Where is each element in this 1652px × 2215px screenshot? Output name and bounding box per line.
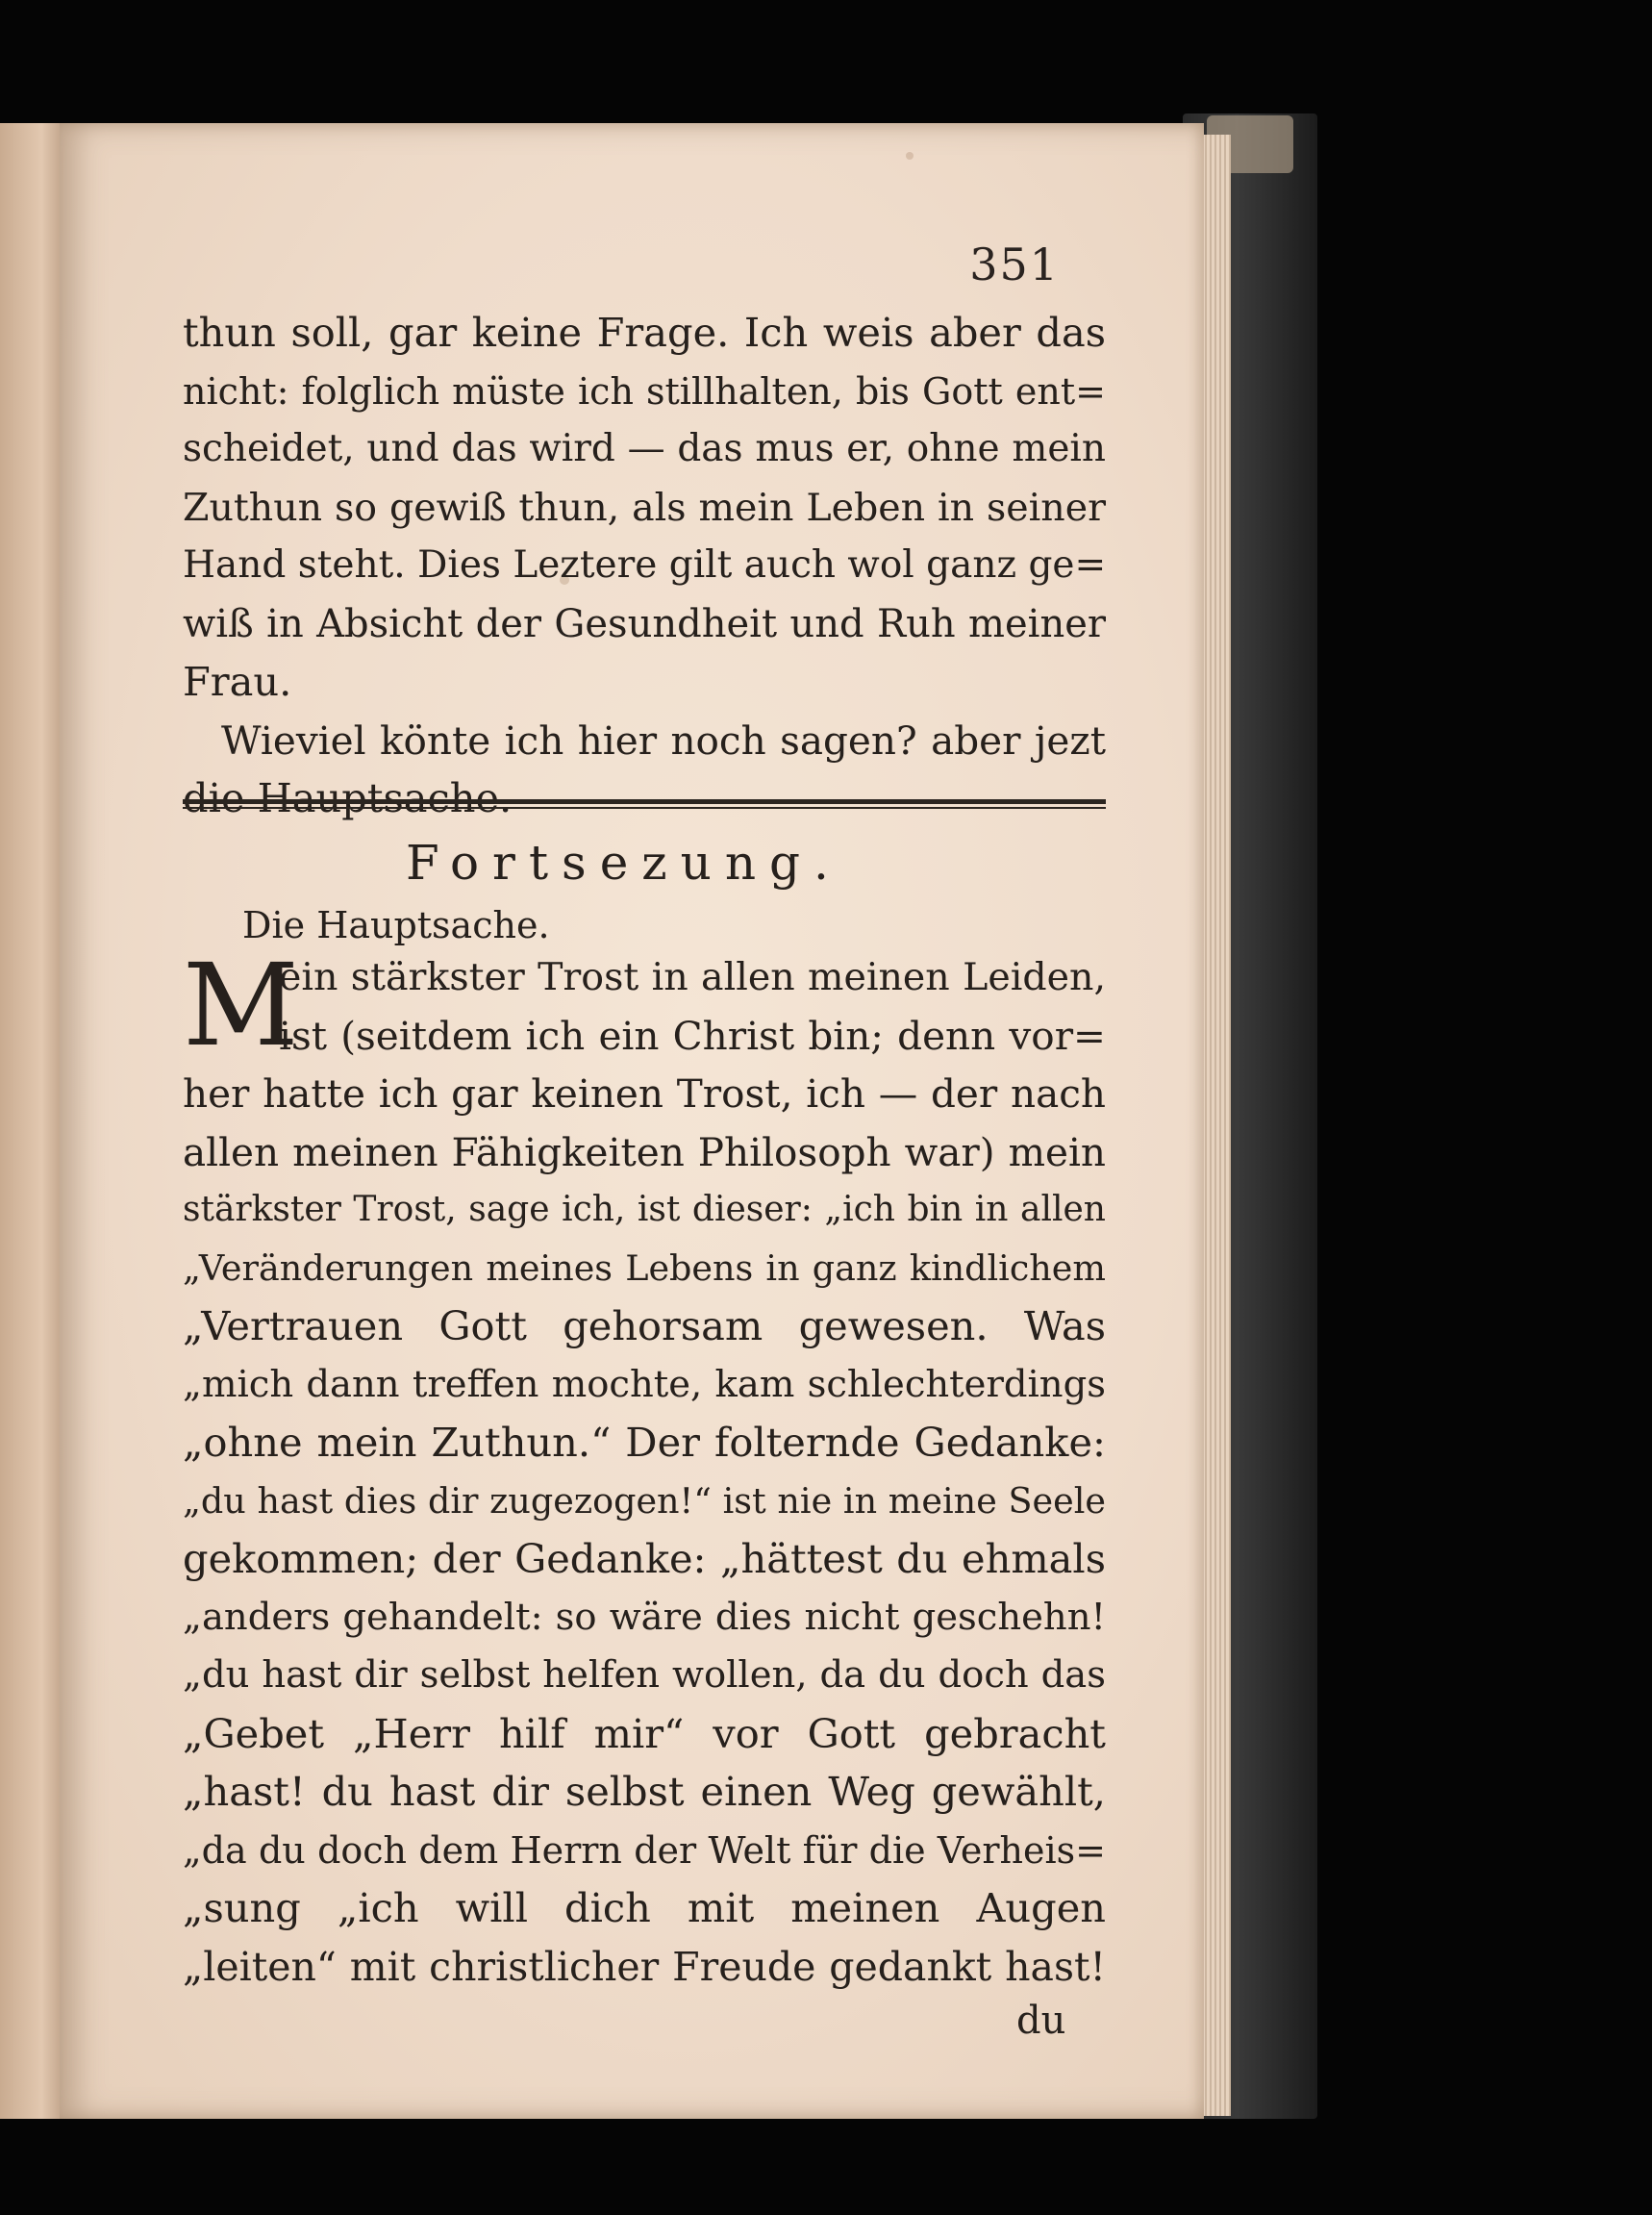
text-line: wiß in Absicht der Gesundheit und Ruh meiner bbox=[183, 601, 1106, 646]
text-line: thun soll, gar keine Frage. Ich weis aber das bbox=[183, 309, 1106, 356]
body-text-block bbox=[183, 939, 1106, 1996]
text-line: Hand steht. Dies Leztere gilt auch wol ganz ge= bbox=[183, 543, 1107, 587]
text-line: Frau. bbox=[183, 658, 292, 705]
text-line: ist (seitdem ich ein Christ bin; denn vor= bbox=[279, 1012, 1106, 1059]
text-line: stärkster Trost, sage ich, ist dieser: „ich bin in allen bbox=[183, 1190, 1106, 1229]
text-line: die Hauptsache. bbox=[183, 774, 513, 821]
text-line: her hatte ich gar keinen Trost, ich — der nach bbox=[183, 1070, 1106, 1117]
text-line: „mich dann treffen mochte, kam schlechterdings bbox=[183, 1362, 1106, 1406]
text-line: scheidet, und das wird — das mus er, ohne mein bbox=[183, 427, 1106, 470]
text-line: nicht: folglich müste ich stillhalten, bis Gott ent= bbox=[183, 369, 1106, 413]
text-line: „leiten“ mit christlicher Freude gedankt hast! bbox=[183, 1943, 1106, 1990]
paper-spot bbox=[906, 152, 914, 160]
section-subheading: Die Hauptsache. bbox=[242, 904, 550, 946]
text-line: gekommen; der Gedanke: „hättest du ehmals bbox=[183, 1535, 1106, 1582]
text-line: Wieviel könte ich hier noch sagen? aber jezt bbox=[221, 717, 1106, 764]
text-line: Zuthun so gewiß thun, als mein Leben in seiner bbox=[183, 485, 1106, 530]
text-line: allen meinen Fähigkeiten Philosoph war) mein bbox=[183, 1128, 1106, 1175]
text-line: „du hast dir selbst helfen wollen, da du doch das bbox=[183, 1653, 1106, 1697]
book-page bbox=[60, 123, 1204, 2119]
page-number: 351 bbox=[969, 239, 1060, 290]
text-line: „sung „ich will dich mit meinen Augen bbox=[183, 1884, 1106, 1931]
text-line: „hast! du hast dir selbst einen Weg gewählt, bbox=[183, 1768, 1106, 1815]
text-line: „da du doch dem Herrn der Welt für die Verheis= bbox=[183, 1828, 1106, 1872]
text-line: „anders gehandelt: so wäre dies nicht geschehn! bbox=[183, 1595, 1106, 1639]
text-line: „du hast dies dir zugezogen!“ ist nie in meine Seele bbox=[183, 1479, 1106, 1522]
section-divider-rule bbox=[183, 799, 1106, 809]
text-line: „Veränderungen meines Lebens in ganz kindlichem bbox=[183, 1246, 1106, 1289]
catchword: du bbox=[1016, 1999, 1066, 2043]
section-heading: Fortsezung. bbox=[406, 835, 842, 891]
top-text-block bbox=[183, 304, 1106, 828]
text-line: „Vertrauen Gott gehorsam gewesen. Was bbox=[183, 1302, 1106, 1349]
text-line: ein stärkster Trost in allen meinen Leiden, bbox=[279, 955, 1106, 999]
drop-cap: M bbox=[183, 939, 299, 1071]
text-line: „ohne mein Zuthun.“ Der folternde Gedanke: bbox=[183, 1419, 1106, 1466]
text-line: „Gebet „Herr hilf mir“ vor Gott gebracht bbox=[183, 1709, 1106, 1757]
